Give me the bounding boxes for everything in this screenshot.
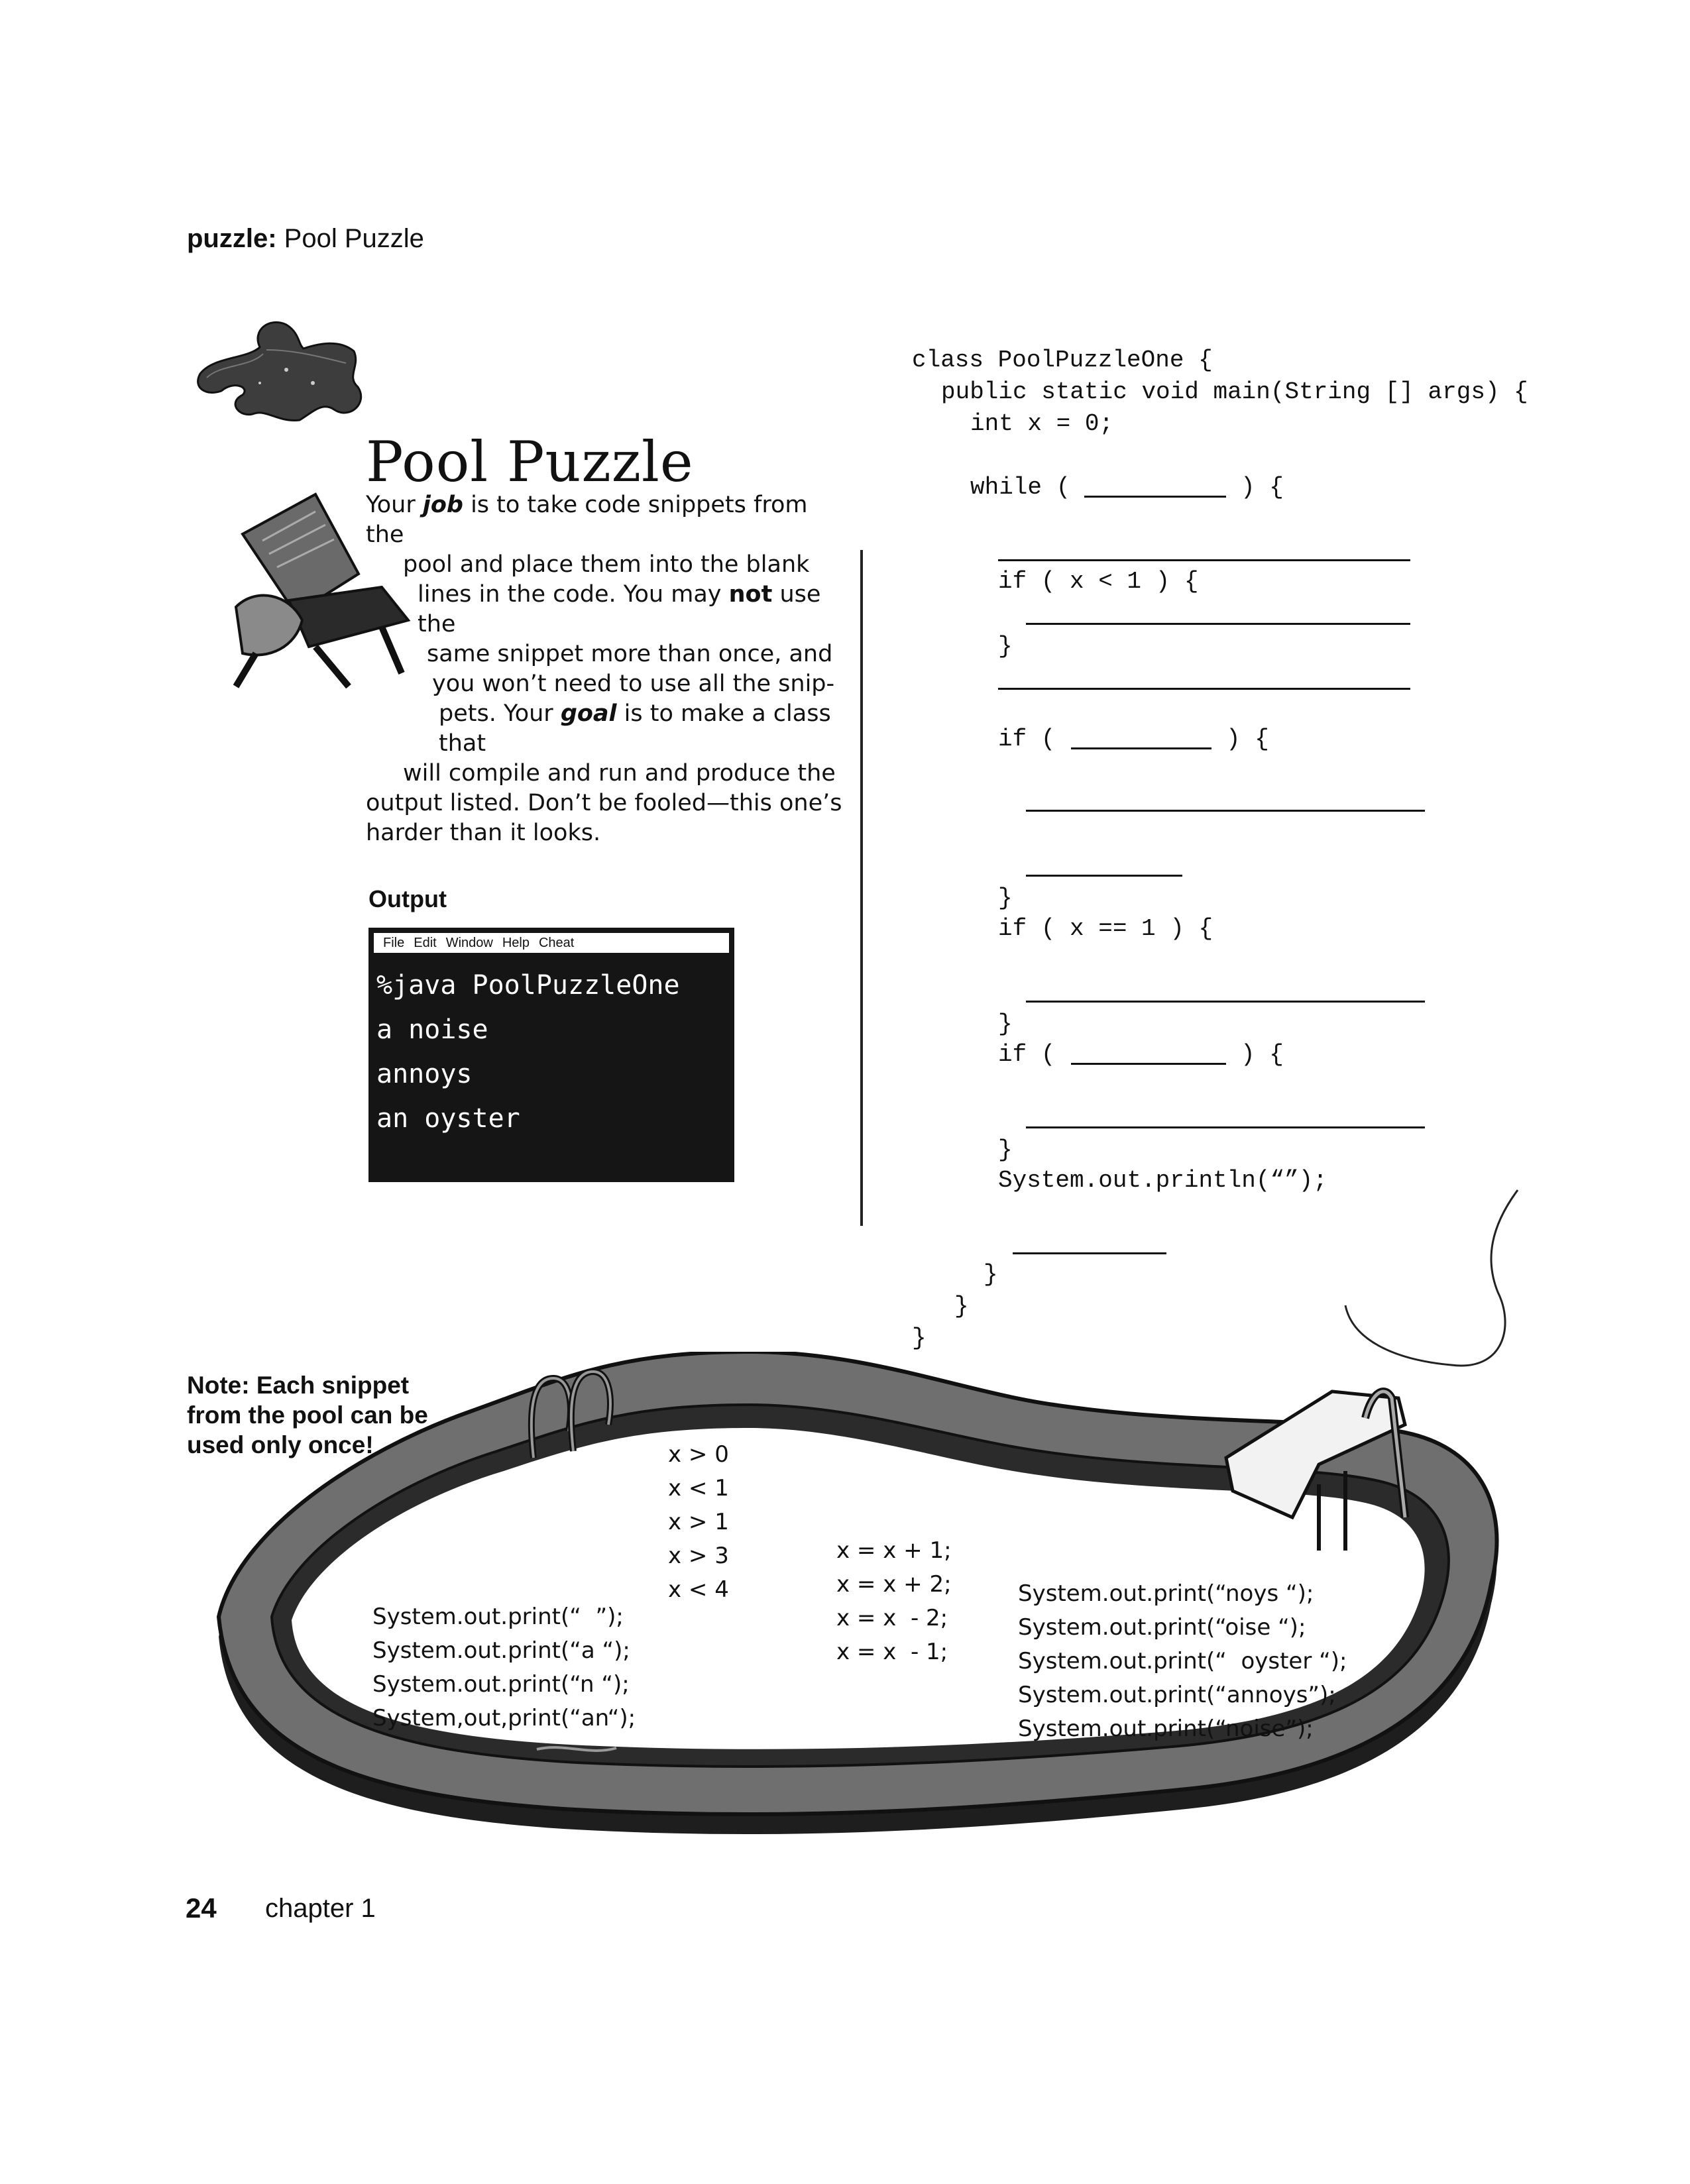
- snippet-condition[interactable]: x > 1: [668, 1509, 729, 1535]
- code-while-close: ) {: [1241, 474, 1284, 501]
- puzzle-instructions: [366, 490, 843, 848]
- code-if1: if ( x < 1 ) {: [998, 568, 1199, 595]
- terminal-window: [368, 928, 734, 1182]
- code-close-class: }: [912, 1325, 927, 1352]
- blank-line-5: [1026, 875, 1182, 877]
- terminal-output: [376, 963, 680, 1141]
- code-if4-close: ) {: [1241, 1041, 1284, 1068]
- instruction-line: pool and place them into the blank: [403, 551, 810, 578]
- pool-prints-left: [372, 1600, 636, 1735]
- blank-line-2: [1026, 623, 1410, 625]
- code-if3: if ( x == 1 ) {: [998, 915, 1213, 942]
- menu-item-cheat[interactable]: Cheat: [538, 936, 575, 950]
- code-close3: }: [998, 1010, 1013, 1038]
- snippet-print[interactable]: System.out.print(“ ”);: [372, 1604, 624, 1630]
- blank-line-7: [1026, 1126, 1425, 1128]
- code-close4: }: [998, 1136, 1013, 1164]
- instruction-line: harder than it looks.: [366, 820, 601, 846]
- snippet-assignment[interactable]: x = x + 2;: [836, 1571, 952, 1598]
- code-close2: }: [998, 885, 1013, 912]
- output-line: %java PoolPuzzleOne: [376, 970, 680, 1001]
- code-println: System.out.println(“”);: [998, 1167, 1327, 1194]
- pool-conditions: [668, 1438, 729, 1607]
- column-divider: [860, 550, 863, 1226]
- snippet-condition[interactable]: x > 0: [668, 1441, 729, 1468]
- page-number: 24: [186, 1892, 217, 1924]
- blank-if4-condition: [1071, 1063, 1226, 1065]
- code-close-main: }: [954, 1293, 969, 1320]
- terminal-menubar: [372, 932, 730, 954]
- puzzle-title: Pool Puzzle: [366, 429, 694, 494]
- instruction-line: will compile and run and produce the: [403, 760, 836, 787]
- blank-line-1: [998, 559, 1410, 561]
- menu-item-file[interactable]: File: [383, 936, 405, 950]
- code-while-open: while (: [970, 474, 1071, 501]
- instruction-line: Your job is to take code snippets from the: [366, 492, 808, 548]
- snippet-print[interactable]: System.out.print(“oise “);: [1018, 1614, 1306, 1641]
- running-header: [187, 224, 424, 254]
- note-line: used only once!: [187, 1431, 374, 1458]
- code-close1: }: [998, 633, 1013, 660]
- snippet-condition[interactable]: x < 1: [668, 1475, 729, 1502]
- header-title: Pool Puzzle: [284, 224, 424, 253]
- instruction-line: output listed. Don’t be fooled—this one’s: [366, 790, 842, 816]
- code-if2-open: if (: [998, 726, 1056, 753]
- snippet-assignment[interactable]: x = x + 1;: [836, 1537, 952, 1564]
- snippet-print[interactable]: System.out.print(“a “);: [372, 1637, 630, 1664]
- snippet-print[interactable]: System.out.print(“annoys”);: [1018, 1682, 1336, 1708]
- menu-item-edit[interactable]: Edit: [414, 936, 437, 950]
- blank-while-condition: [1084, 496, 1226, 498]
- chapter-label: chapter 1: [265, 1894, 376, 1923]
- blank-line-4: [1026, 810, 1425, 812]
- output-label: Output: [368, 885, 447, 912]
- note-line: from the pool can be: [187, 1401, 428, 1429]
- header-label: puzzle:: [187, 224, 277, 253]
- puzzle-piece-icon: [187, 310, 372, 429]
- output-line: a noise: [376, 1014, 488, 1045]
- snippet-print[interactable]: System,out,print(“an“);: [372, 1705, 636, 1731]
- code-main-decl: public static void main(String [] args) {: [941, 378, 1528, 406]
- snippet-print[interactable]: System.out.print(“ oyster “);: [1018, 1648, 1347, 1674]
- pool-assignments: [836, 1534, 952, 1669]
- code-if4-open: if (: [998, 1041, 1056, 1068]
- pool-prints-right: [1018, 1577, 1347, 1746]
- snippet-assignment[interactable]: x = x - 2;: [836, 1605, 948, 1631]
- output-line: an oyster: [376, 1103, 520, 1134]
- note-line: Note: Each snippet: [187, 1372, 410, 1399]
- snippet-assignment[interactable]: x = x - 1;: [836, 1639, 948, 1665]
- snippet-print[interactable]: System.out.print(“n “);: [372, 1671, 630, 1698]
- code-int-decl: int x = 0;: [970, 410, 1114, 437]
- blank-if2-condition: [1071, 747, 1211, 749]
- menu-item-window[interactable]: Window: [445, 936, 493, 950]
- output-line: annoys: [376, 1059, 473, 1089]
- snippet-print[interactable]: System.out.print(“noise”);: [1018, 1716, 1314, 1742]
- menu-item-help[interactable]: Help: [502, 936, 530, 950]
- instruction-line: you won’t need to use all the snip-: [432, 671, 835, 697]
- code-if2-close: ) {: [1226, 726, 1269, 753]
- snippet-condition[interactable]: x < 4: [668, 1576, 729, 1603]
- blank-line-3: [998, 688, 1410, 690]
- blank-line-8: [1013, 1252, 1166, 1254]
- instruction-line: pets. Your goal is to make a class that: [439, 700, 831, 757]
- instruction-line: lines in the code. You may not use the: [418, 581, 821, 637]
- snippet-print[interactable]: System.out.print(“noys “);: [1018, 1580, 1314, 1607]
- instruction-line: same snippet more than once, and: [427, 641, 833, 667]
- code-close-while: }: [984, 1261, 998, 1288]
- snippet-condition[interactable]: x > 3: [668, 1543, 729, 1569]
- code-class-decl: class PoolPuzzleOne {: [912, 347, 1213, 374]
- blank-line-6: [1026, 1001, 1425, 1003]
